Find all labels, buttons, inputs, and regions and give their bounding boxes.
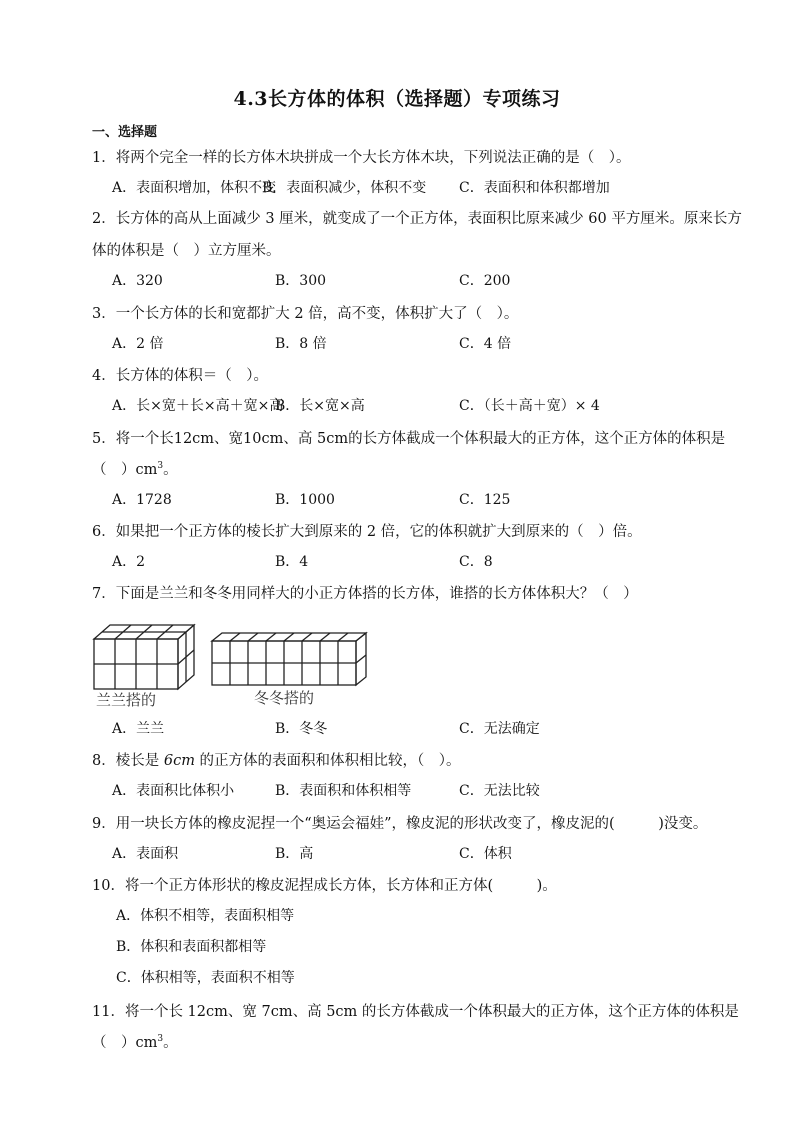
q5-option-b: B．1000 [275, 492, 335, 508]
dongdong-label: 冬冬搭的 [254, 689, 315, 707]
question-2-line-1: 2．长方体的高从上面减少 3 厘米，就变成了一个正方体，表面积比原来减少 60 平方厘米。原来长方 [92, 211, 742, 227]
question-7: 7．下面是兰兰和冬冬用同样大的小正方体搭的长方体，谁搭的长方体体积大？（ ） [92, 586, 638, 602]
section-heading: 一、选择题 [92, 125, 158, 140]
q11-blank-unit: （ ）cm [92, 1035, 158, 1051]
q4-option-a: A．长×宽＋长×高＋宽×高 [112, 398, 284, 414]
question-5-line-2 [92, 458, 178, 479]
q7-option-b: B．冬冬 [275, 721, 328, 737]
q4-option-c: C．（长＋高＋宽）× 4 [459, 398, 600, 414]
q5-period: 。 [163, 462, 178, 478]
page-title: 4.3长方体的体积（选择题）专项练习 [233, 88, 561, 110]
q8-option-c: C．无法比较 [459, 783, 540, 799]
question-11-line-2 [92, 1031, 178, 1052]
question-6: 6．如果把一个正方体的棱长扩大到原来的 2 倍，它的体积就扩大到原来的（ ）倍。 [92, 524, 642, 540]
q9-option-b: B．高 [275, 846, 314, 862]
q1-option-a: A．表面积增加，体积不变 [112, 180, 277, 196]
q1-option-b: B．表面积减少，体积不变 [262, 180, 427, 196]
question-4: 4．长方体的体积＝（ ）。 [92, 368, 268, 384]
q7-option-a: A．兰兰 [112, 721, 165, 737]
q2-option-a: A．320 [112, 273, 163, 289]
question-9: 9．用一块长方体的橡皮泥捏一个“奥运会福娃”，橡皮泥的形状改变了，橡皮泥的( )没变。 [92, 816, 708, 832]
question-5-line-1: 5．将一个长12cm、宽10cm、高 5cm的长方体截成一个体积最大的正方体，这个正方体的体积是 [92, 431, 726, 447]
q7-option-c: C．无法确定 [459, 721, 540, 737]
q10-option-c: C．体积相等，表面积不相等 [116, 970, 295, 986]
q2-option-c: C．200 [459, 273, 511, 289]
q6-option-c: C．8 [459, 554, 493, 570]
question-10: 10．将一个正方体形状的橡皮泥捏成长方体，长方体和正方体( )。 [92, 878, 557, 894]
q10-option-a: A．体积不相等，表面积相等 [116, 908, 295, 924]
lanlan-cuboid [94, 625, 194, 689]
q9-option-c: C．体积 [459, 846, 512, 862]
q6-option-a: A．2 [112, 554, 146, 570]
q5-superscript: 3 [157, 461, 164, 472]
q8-suffix: 的正方体的表面积和体积相比较，（ ）。 [194, 753, 461, 769]
question-1: 1．将两个完全一样的长方体木块拼成一个大长方体木块，下列说法正确的是（ ）。 [92, 150, 631, 166]
dongdong-cuboid [212, 633, 366, 685]
q3-option-c: C．4 倍 [459, 336, 512, 352]
q10-option-b: B．体积和表面积都相等 [116, 939, 267, 955]
q8-unit: 6cm [163, 753, 195, 769]
q5-option-c: C．125 [459, 492, 511, 508]
lanlan-label: 兰兰搭的 [96, 691, 157, 709]
question-2-line-2: 体的体积是（ ）立方厘米。 [92, 243, 281, 259]
q11-superscript: 3 [157, 1034, 164, 1045]
q8-option-a: A．表面积比体积小 [112, 783, 235, 799]
q8-option-b: B．表面积和体积相等 [275, 783, 412, 799]
q3-option-b: B．8 倍 [275, 336, 327, 352]
question-3: 3．一个长方体的长和宽都扩大 2 倍，高不变，体积扩大了（ ）。 [92, 306, 519, 322]
q5-option-a: A．1728 [112, 492, 172, 508]
q11-period: 。 [163, 1035, 178, 1051]
q8-prefix: 8．棱长是 [92, 753, 164, 769]
question-11-line-1: 11．将一个长 12cm、宽 7cm、高 5cm 的长方体截成一个体积最大的正方体，这个正方体的体积是 [92, 1004, 739, 1020]
q5-blank-unit: （ ）cm [92, 462, 158, 478]
q4-option-b: B．长×宽×高 [275, 398, 365, 414]
q1-option-c: C．表面积和体积都增加 [459, 180, 610, 196]
q9-option-a: A．表面积 [112, 846, 179, 862]
q6-option-b: B．4 [275, 554, 309, 570]
question-8 [92, 749, 461, 770]
q2-option-b: B．300 [275, 273, 327, 289]
q3-option-a: A．2 倍 [112, 336, 164, 352]
